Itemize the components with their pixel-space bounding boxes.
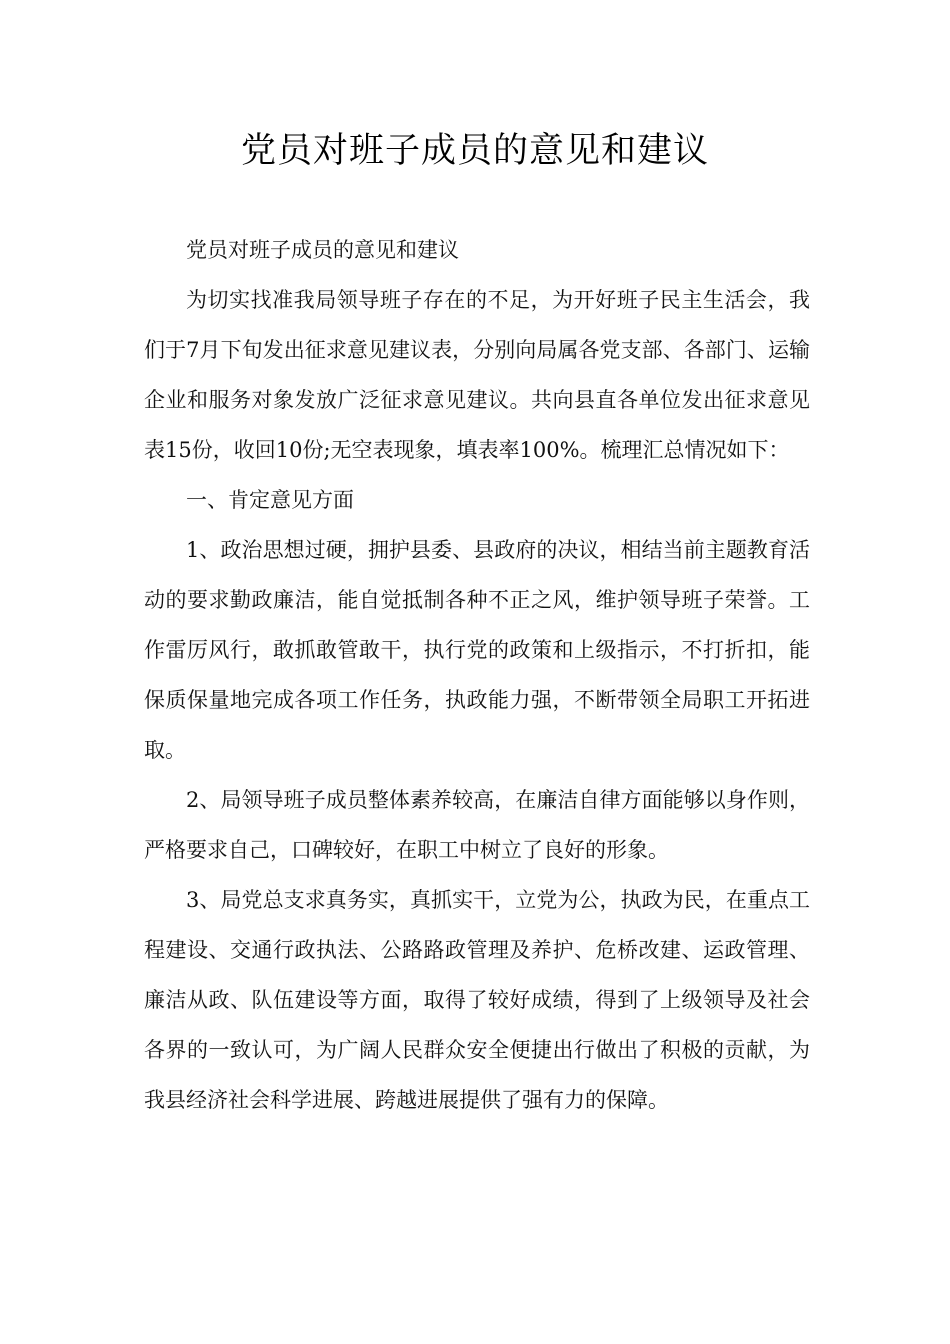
paragraph-item-1: 1、政治思想过硬，拥护县委、县政府的决议，相结当前主题教育活动的要求勤政廉洁，能自觉抵制各种不正之风，维护领导班子荣誉。工作雷厉风行，敢抓敢管敢干，执行党的政策和上级指示，不打折扣，能保质保量地完成各项工作任务，执政能力强，不断带领全局职工开拓进取。 [144, 538, 810, 762]
paragraph-item-3: 3、局党总支求真务实，真抓实干，立党为公，执政为民，在重点工程建设、交通行政执法、公路路政管理及养护、危桥改建、运政管理、廉洁从政、队伍建设等方面，取得了较好成绩，得到了上级领导及社会各界的一致认可，为广阔人民群众安全便捷出行做出了积极的贡献，为我县经济社会科学进展、跨越进展提供了强有力的保障。 [144, 888, 810, 1112]
paragraph-subtitle: 党员对班子成员的意见和建议 [186, 238, 459, 262]
document-body [144, 225, 810, 1125]
paragraph-item-2: 2、局领导班子成员整体素养较高，在廉洁自律方面能够以身作则，严格要求自己，口碑较好，在职工中树立了良好的形象。 [144, 788, 810, 862]
paragraph-section-heading: 一、肯定意见方面 [186, 488, 354, 512]
document-title: 党员对班子成员的意见和建议 [240, 131, 709, 171]
paragraph-intro: 为切实找准我局领导班子存在的不足，为开好班子民主生活会，我们于7月下旬发出征求意见建议表，分别向局属各党支部、各部门、运输企业和服务对象发放广泛征求意见建议。共向县直各单位发出征求意见表15份，收回10份;无空表现象，填表率100%。梳理汇总情况如下： [144, 288, 810, 462]
